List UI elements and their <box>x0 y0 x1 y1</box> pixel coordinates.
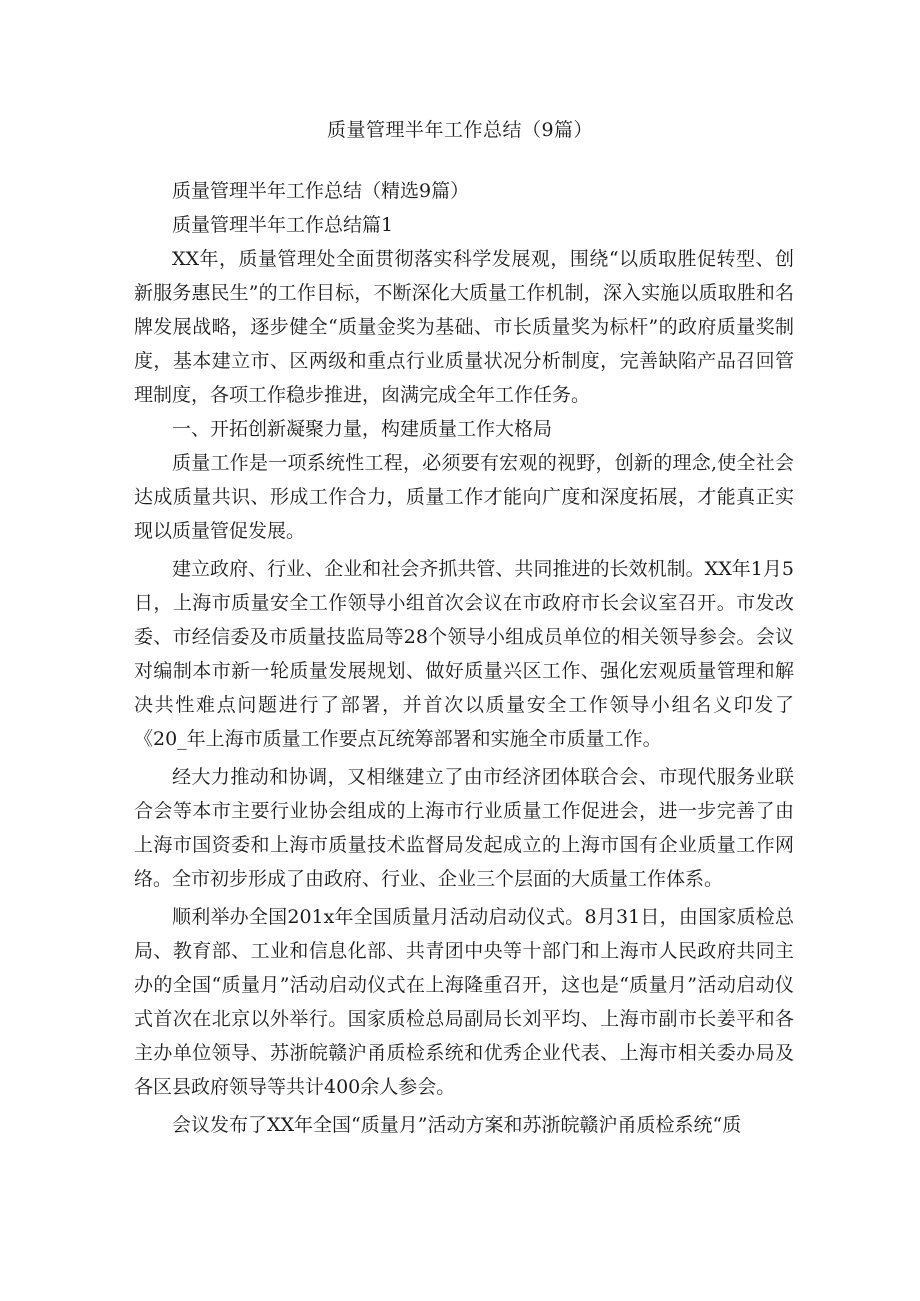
section-heading: 一、开拓创新凝聚力量，构建质量工作大格局 <box>172 418 553 440</box>
section-heading: 质量管理半年工作总结篇1 <box>172 214 394 236</box>
subtitle-paragraph: 质量管理半年工作总结（精选9篇） <box>172 180 470 202</box>
body-paragraph: 经大力推动和协调，又相继建立了由市经济团体联合会、市现代服务业联合会等本市主要行业协会组成的上海市行业质量工作促进会，进一步完善了由上海市国资委和上海市质量技术监督局发起成立的上海市国有企业质量工作网络。全市初步形成了由政府、行业、企业三个层面的大质量工作体系。 <box>134 766 794 890</box>
body-paragraph: XX年，质量管理处全面贯彻落实科学发展观，围绕“以质取胜促转型、创新服务惠民生”的工作目标，不断深化大质量工作机制，深入实施以质取胜和名牌发展战略，逐步健全“质量金奖为基础、市长质量奖为标杆”的政府质量奖制度，基本建立市、区两级和重点行业质量状况分析制度，完善缺陷产品召回管理制度，各项工作稳步推进，囱满完成全年工作任务。 <box>134 248 794 406</box>
body-paragraph: 会议发布了XX年全国“质量月”活动方案和苏浙皖赣沪甬质检系统“质 <box>172 1114 742 1136</box>
body-paragraph: 质量工作是一项系统性工程，必须要有宏观的视野，创新的理念,使全社会达成质量共识、形成工作合力，质量工作才能向广度和深度拓展，才能真正实现以质量管促发展。 <box>134 452 794 542</box>
body-paragraph: 顺利举办全国201x年全国质量月活动启动仪式。8月31日，由国家质检总局、教育部、工业和信息化部、共青团中央等十部门和上海市人民政府共同主办的全国“质量月”活动启动仪式在上海隆重召开，这也是“质量月”活动启动仪式首次在北京以外举行。国家质检总局副局长刘平均、上海市副市长姜平和各主办单位领导、苏浙皖赣沪甬质检系统和优秀企业代表、上海市相关委办局及各区县政府领导等共计400余人参会。 <box>134 906 794 1098</box>
document-body <box>134 174 794 1142</box>
body-paragraph: 建立政府、行业、企业和社会齐抓共管、共同推进的长效机制。XX年1月5日，上海市质量安全工作领导小组首次会议在市政府市长会议室召开。市发改委、市经信委及市质量技监局等28个领导小组成员单位的相关领导参会。会议对编制本市新一轮质量发展规划、做好质量兴区工作、强化宏观质量管理和解决共性难点问题进行了部署，并首次以质量安全工作领导小组名义印发了《20_年上海市质量工作要点瓦统筹部署和实施全市质量工作。 <box>134 558 794 750</box>
document-title: 质量管理半年工作总结（9篇） <box>326 119 594 141</box>
